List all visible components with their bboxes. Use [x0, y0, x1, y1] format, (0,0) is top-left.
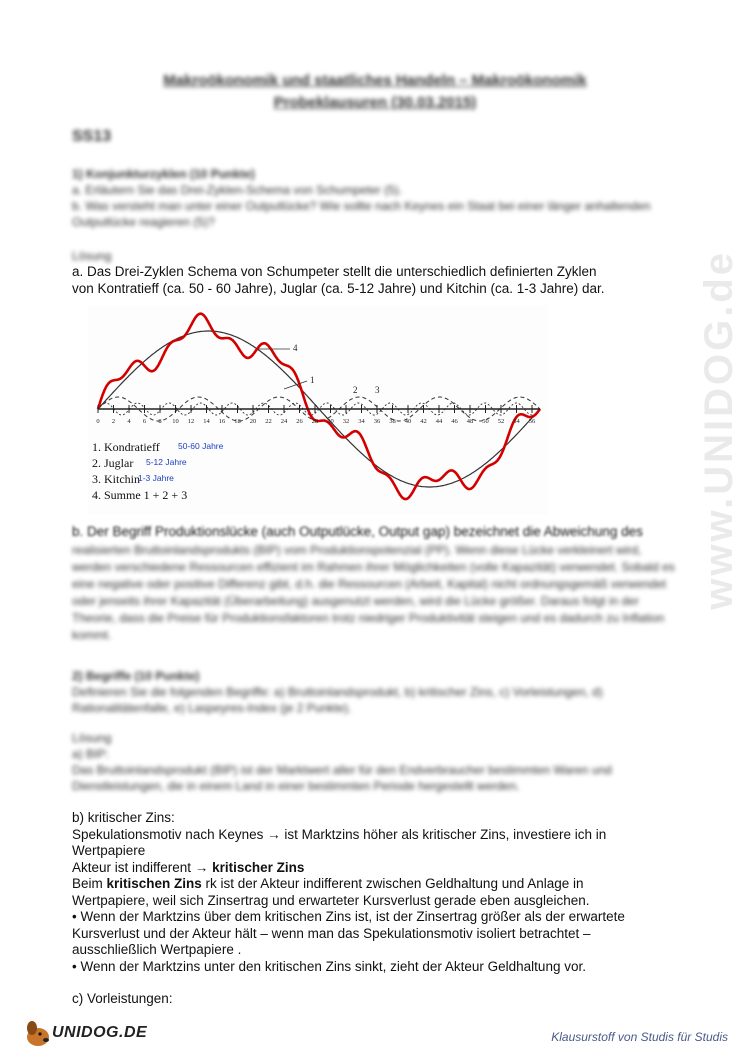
x-tick-label: 46: [451, 418, 458, 425]
legend-note: 50-60 Jahre: [178, 441, 224, 451]
bip-label: a) BIP:: [72, 747, 109, 761]
three-cycle-chart: [88, 305, 548, 515]
kz-line-1: Spekulationsmotiv nach Keynes → ist Marktzins höher als kritischer Zins, investiere ich in: [72, 826, 607, 842]
x-tick-label: 50: [482, 418, 489, 425]
dog-icon: [27, 1021, 49, 1046]
curve-label: 2: [353, 385, 358, 395]
curve-label: 1: [310, 375, 315, 385]
kz-line-3-bold: kritischer Zins: [212, 859, 305, 875]
vorleistungen-label: c) Vorleistungen:: [72, 991, 173, 1006]
title-line-1: Makroökonomik und staatliches Handeln – Makroökonomik: [163, 72, 587, 89]
x-tick-label: 8: [158, 418, 162, 425]
title-line-2: Probeklausuren (30.03.2015): [273, 94, 477, 111]
three-cycle-figure: [88, 305, 548, 515]
x-tick-label: 10: [172, 418, 179, 425]
legend-entry: 3. Kitchin: [92, 472, 140, 486]
page-title: [0, 70, 750, 114]
legend-entry: 2. Juglar: [92, 456, 134, 470]
task2-loesung-label: Lösung: [72, 731, 112, 745]
x-tick-label: 0: [96, 418, 100, 425]
logo-text: UNIDOG.DE: [52, 1024, 148, 1041]
bip-definition: Das Bruttoinlandsprodukt (BIP) ist der Marktwert aller für den Endverbraucher bestimmten Waren und Dienstleistungen, die in einem Land in einer bestimmten Periode hergestellt werden.: [72, 763, 612, 793]
x-tick-label: 18: [234, 418, 241, 425]
kz-line-4-pre: Beim: [72, 876, 107, 891]
answer-a-line-2: von Kontratieff (ca. 50 - 60 Jahre), Juglar (ca. 5-12 Jahre) und Kitchin (ca. 1-3 Jahre) dar.: [72, 280, 605, 296]
semester-heading: SS13: [72, 128, 112, 145]
task1-loesung-label: Lösung: [72, 249, 112, 263]
kz-line-9: • Wenn der Marktzins unter den kritischen Zins sinkt, zieht der Akteur Geldhaltung vor.: [72, 958, 586, 974]
task2-block: [72, 668, 682, 716]
answer-b-text: realisierten Bruttoinlandsprodukts (BIP) vom Produktionspotenzial (PP). Wenn diese Lücke verkleinert wird, werden verschiedene Ressourcen effizient im Rahmen ihrer Möglichkeiten (volle Kapazität) verwendet. Sobald es eine negative oder positive Differenz gibt, d.h. die Ressourcen (Arbeit, Kapital) nicht ordnungsgemäß verwendet oder jenseits ihrer Kapazität (Überarbeitung) ausgenutzt werden, wird die Lücke größer. Daraus folgt in der Theorie, dass die Preise für Produktionsfaktoren trotz niedriger Produktivität steigen und es dadurch zu Inflation kommt.: [72, 543, 675, 642]
kz-line-5: Wertpapiere, weil sich Zinsertrag und erwarteter Kursverlust gerade eben ausgleichen.: [72, 892, 590, 908]
kz-line-4-bold: kritischen Zins: [106, 876, 202, 891]
task1-title: 1) Konjunkturzyklen (10 Punkte): [72, 167, 255, 181]
kritischer-zins-label: b) kritischer Zins:: [72, 810, 175, 825]
x-tick-label: 20: [249, 418, 257, 425]
answer-b-line-1: b. Der Begriff Produktionslücke (auch Outputlücke, Output gap) bezeichnet die Abweichung des: [72, 524, 643, 539]
x-tick-label: 6: [142, 418, 147, 425]
task1-answer-a: [72, 264, 682, 297]
footer-tagline: Klausurstoff von Studis für Studis: [551, 1030, 728, 1044]
task2-answer-a: [72, 730, 682, 794]
task1-heading: [72, 166, 672, 230]
legend-entry: 4. Summe 1 + 2 + 3: [92, 488, 188, 502]
kz-line-3: [72, 860, 682, 877]
kz-line-8: ausschließlich Wertpapiere .: [72, 942, 242, 957]
x-tick-label: 52: [497, 418, 505, 425]
x-tick-label: 54: [513, 418, 520, 425]
x-tick-label: 48: [466, 418, 474, 425]
x-tick-label: 26: [296, 418, 303, 425]
x-tick-label: 4: [127, 418, 131, 425]
x-tick-label: 28: [311, 418, 319, 425]
x-tick-label: 32: [342, 418, 350, 425]
x-tick-label: 14: [203, 418, 210, 425]
curve-label: 4: [293, 343, 298, 353]
legend-note: 1-3 Jahre: [138, 473, 174, 483]
x-tick-label: 44: [435, 418, 443, 425]
kz-line-4-post: rk ist der Akteur indifferent zwischen Geldhaltung und Anlage in: [201, 876, 584, 891]
task1-question-a: a. Erläutern Sie das Drei-Zyklen-Schema von Schumpeter (5).: [72, 183, 403, 197]
x-tick-label: 22: [265, 418, 272, 425]
legend-note: 5-12 Jahre: [146, 457, 187, 467]
x-tick-label: 12: [187, 418, 195, 425]
kz-line-3-text: Akteur ist indifferent →: [72, 859, 213, 875]
task2-question: Definieren Sie die folgenden Begriffe: a) Bruttoinlandsprodukt, b) kritischer Zins, c) Vorleistungen, d) Rationalitätenfalle, e) Laspeyres-Index (je 2 Punkte).: [72, 685, 603, 715]
x-tick-label: 56: [528, 418, 536, 425]
x-tick-label: 40: [404, 418, 412, 425]
x-tick-label: 24: [280, 418, 288, 425]
task1-question-b: b. Was versteht man unter einer Outputlücke? Wie sollte nach Keynes ein Staat bei einer länger anhaltenden Outputlücke reagieren (5)?: [72, 199, 651, 229]
x-tick-label: 42: [420, 418, 427, 425]
x-tick-label: 2: [111, 418, 116, 425]
answer-a-line-1: a. Das Drei-Zyklen Schema von Schumpeter stellt die unterschiedlich definierten Zyklen: [72, 264, 597, 279]
legend-entry: 1. Kondratieff: [92, 440, 160, 454]
x-tick-label: 34: [358, 418, 365, 425]
kz-line-6: • Wenn der Marktzins über dem kritischen Zins ist, ist der Zinsertrag größer als der erwartete: [72, 909, 625, 924]
x-tick-label: 16: [218, 418, 226, 425]
kz-line-7: Kursverlust und der Akteur hält – wenn man das Spekulationsmotiv isoliert betrachtet –: [72, 925, 591, 941]
x-tick-label: 38: [389, 418, 396, 425]
kz-line-4: [72, 876, 682, 893]
kz-line-2: Wertpapiere: [72, 843, 146, 858]
task2-title: 2) Begriffe (10 Punkte): [72, 669, 200, 683]
kritischer-zins-section: [72, 810, 682, 1008]
x-tick-label: 36: [373, 418, 381, 425]
x-tick-label: 30: [327, 418, 334, 425]
curve-label: 3: [375, 385, 380, 395]
watermark: www.UNIDOG.de: [697, 250, 741, 610]
